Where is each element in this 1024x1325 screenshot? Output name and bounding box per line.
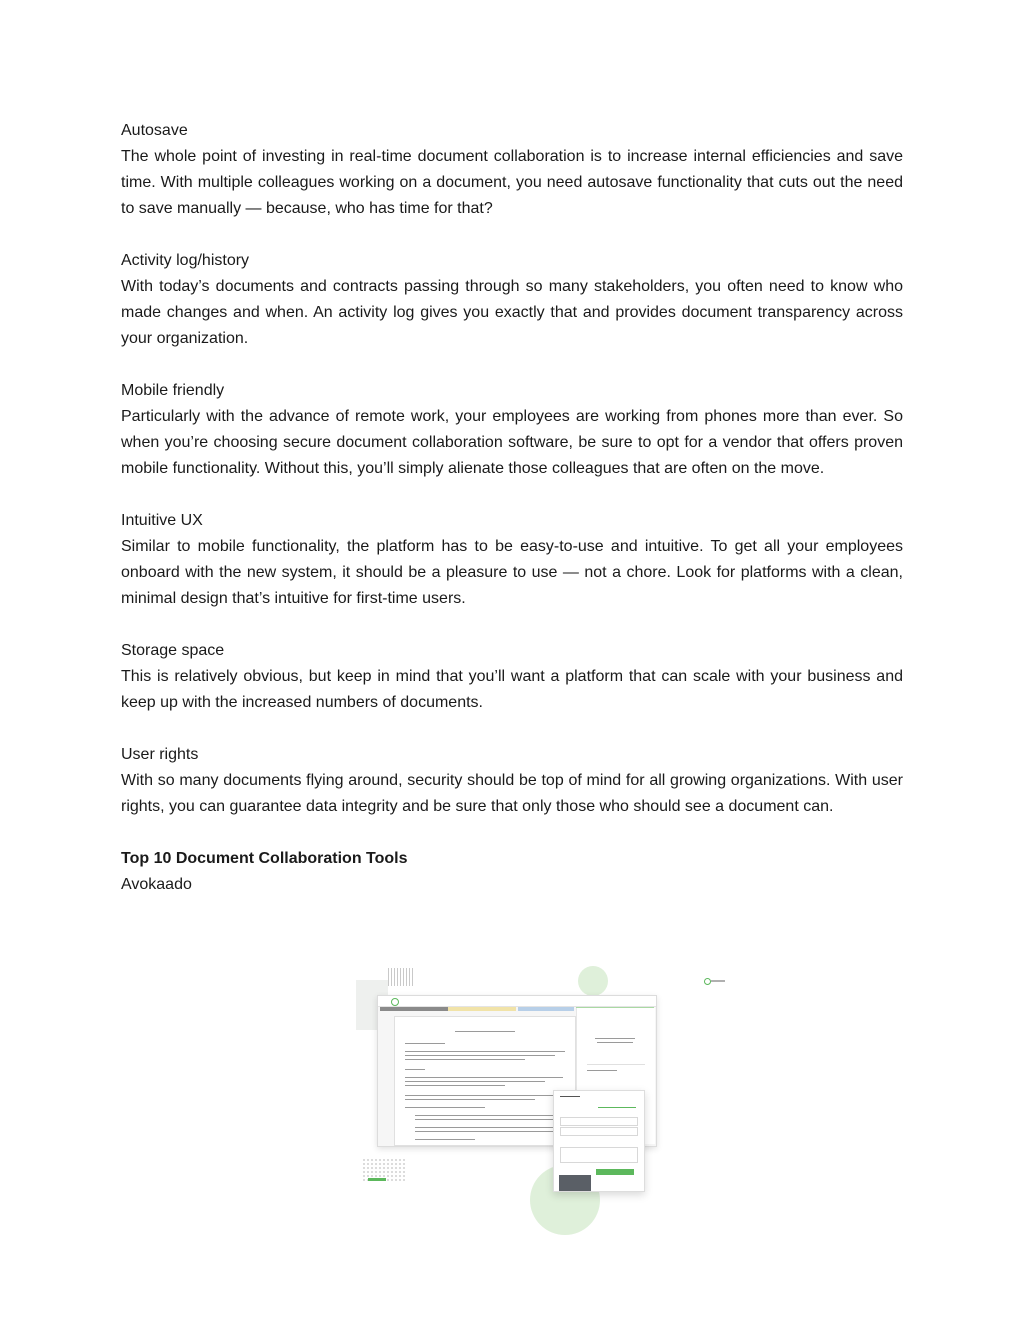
app-toolbar	[378, 996, 656, 1007]
role-dropdown[interactable]	[559, 1175, 591, 1191]
text-line	[405, 1069, 425, 1070]
text-line	[560, 1096, 580, 1097]
text-line	[405, 1099, 535, 1100]
section-paragraph: Particularly with the advance of remote work, your employees are working from phones more than ever. So when you’re choosing secure document collaboration software, be sure to opt for a vendor that offers proven mobile functionality. Without this, you’ll simply alienate those colleagues that are often on the move.	[121, 408, 903, 477]
text-line	[455, 1031, 515, 1032]
text-line	[587, 1064, 645, 1065]
tab-underline	[598, 1107, 636, 1108]
section-heading: Activity log/history	[121, 252, 250, 269]
article-body	[121, 118, 903, 898]
text-line	[405, 1095, 565, 1096]
text-line	[405, 1085, 505, 1086]
tool-name: Avokaado	[121, 876, 192, 893]
section-intuitive-ux	[121, 508, 903, 612]
status-strip	[380, 1007, 448, 1011]
tools-section	[121, 846, 903, 898]
tools-heading: Top 10 Document Collaboration Tools	[121, 850, 408, 867]
text-line	[415, 1131, 555, 1132]
section-paragraph: With so many documents flying around, security should be top of mind for all growing organizations. With user rights, you can guarantee data integrity and be sure that only those who should see a document can.	[121, 772, 903, 815]
recipient-field[interactable]	[560, 1117, 638, 1126]
text-line	[595, 1038, 635, 1039]
message-field[interactable]	[560, 1147, 638, 1163]
decorative-lines	[388, 968, 414, 986]
section-paragraph: With today’s documents and contracts passing through so many stakeholders, you often need to know who made changes and when. An activity log gives you exactly that and provides document transparency across your organization.	[121, 278, 903, 347]
text-line	[415, 1127, 565, 1128]
section-paragraph: The whole point of investing in real-time document collaboration is to increase internal efficiencies and save time. With multiple colleagues working on a document, you need autosave functionality that cuts out the need to save manually — because, who has time for that?	[121, 148, 903, 217]
document-preview	[394, 1016, 576, 1146]
section-heading: Storage space	[121, 642, 225, 659]
section-user-rights	[121, 742, 903, 820]
section-heading: Intuitive UX	[121, 512, 203, 529]
text-line	[405, 1077, 563, 1078]
text-line	[597, 1042, 633, 1043]
section-activity-log	[121, 248, 903, 352]
section-mobile-friendly	[121, 378, 903, 482]
text-line	[415, 1139, 475, 1140]
text-line	[405, 1051, 565, 1052]
section-paragraph: This is relatively obvious, but keep in mind that you’ll want a platform that can scale with your business and keep up with the increased numbers of documents.	[121, 668, 903, 711]
text-line	[415, 1119, 560, 1120]
section-paragraph: Similar to mobile functionality, the platform has to be easy-to-use and intuitive. To get all your employees onboard with the new system, it should be a pleasure to use — not a chore. Look for platforms with a clean, minimal design that’s intuitive for first-time users.	[121, 538, 903, 607]
text-line	[415, 1115, 565, 1116]
section-storage-space	[121, 638, 903, 716]
text-line	[405, 1059, 525, 1060]
section-autosave	[121, 118, 903, 222]
section-heading: Mobile friendly	[121, 382, 225, 399]
text-line	[587, 1070, 617, 1071]
email-field[interactable]	[560, 1127, 638, 1136]
status-strip	[448, 1007, 516, 1011]
text-line	[405, 1107, 485, 1108]
status-strip	[518, 1007, 574, 1011]
share-button[interactable]	[596, 1169, 634, 1175]
section-heading: User rights	[121, 746, 199, 763]
text-line	[405, 1081, 545, 1082]
decorative-circle	[578, 966, 608, 996]
text-line	[405, 1055, 555, 1056]
section-heading: Autosave	[121, 122, 188, 139]
avokaado-logo-icon	[704, 978, 711, 985]
logo-wordmark	[711, 980, 725, 982]
text-line	[405, 1043, 445, 1044]
avokaado-logo-icon	[391, 998, 399, 1006]
decorative-bar	[368, 1178, 386, 1181]
